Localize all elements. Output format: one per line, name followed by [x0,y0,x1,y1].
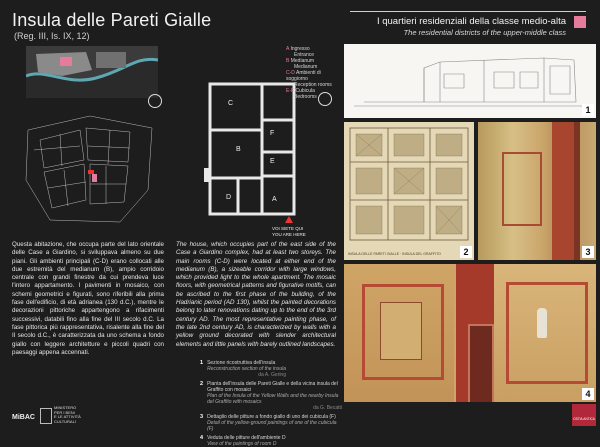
image-3-painting-detail [478,122,596,260]
mosaic-plan-drawing [344,122,474,260]
page-title: Insula delle Pareti Gialle [12,10,212,30]
ostia-logo-text: OSTIA ANTICA [573,417,595,421]
caption-en: Detail of the yellow-ground paintings of one of the cubicula (F) [207,420,337,432]
mibac-logo: MiBAC [12,414,35,421]
caption-number: 1 [200,360,204,366]
room-label-d: D [226,194,232,201]
image-1-reconstruction [344,44,596,118]
key-letter: E-F [286,88,295,94]
caption-en: Reconstruction section of the insula [207,366,286,372]
painting-dark-strip [574,122,580,260]
english-text: The house, which occupies part of the east side of the Case a Giardino complex, had at least two storeys. The main rooms (C-D) were located at either end of the medianum (B), a sizeable corridor with large windows, which provided light to the whole apartment. The mosaic floors, with geometrical patterns and figurative motifs, can be ascribed to the first phase of the building, of the Hadrianic period (AD 130), whilst the painted decorations belong to later renovations dating up to the end of the 3rd century AD. The most representative painting phase, of the late 2nd century AD, is characterized by walls with a yellow ground decorated with slender architectural elements and little panels with barely outlined landscapes. [176,241,336,348]
ministry-name [54,406,81,424]
key-text-en: Bedrooms [294,94,317,100]
city-plan [20,110,160,230]
key-text-en: Medianum [294,64,318,70]
room-key [286,46,338,100]
section-subtitle: The residential districts of the upper-middle class [403,28,566,37]
key-letter: B [286,58,290,64]
caption-number: 3 [200,414,204,420]
key-map [26,46,158,98]
image-number-2: 2 [460,246,472,258]
key-letter: C-D [286,70,295,76]
caption-it: Dettaglio delle pitture a fondo giallo di uno dei cubicula (F) [207,414,336,420]
key-text-en: Entrance [294,52,315,58]
italian-text: Questa abitazione, che occupa parte del lato orientale delle Case a Giardino, si sviluppava almeno su due piani. Gli ambienti principali (C-D) erano collocati alle due estremità del medianum (B), ampio corridoio centrale con grandi finestre da cui prendeva luce l'intero appartamento. I pavimenti in mosaico, con schemi geometrici e figurati, sono riferibili alla prima fase dell'edificio, di età adrianea (130 d.C.), mentre le decorazioni pittoriche appartengono a rifacimenti successivi, databili fino alla fine del III secolo d.C. La fase pittorica più rappresentativa, risalente alla fine del II secolo d.C., è caratterizzata da uno schema a fondo giallo con leggere architetture e piccoli quadri con paesaggi appena accennati. [12,241,164,356]
image-4-room-d [344,264,596,402]
caption-number: 4 [200,435,204,441]
caption-it: Pianta dell'insula delle Pareti Gialle e della vicina insula del Graffito con mosaici [207,381,338,393]
section-title: I quartieri residenziali della classe medio-alta [376,16,566,27]
key-text: Medianum [290,58,315,64]
north-arrow-icon [148,94,162,108]
room-key-row [286,70,338,82]
room-label-a: A [272,196,277,203]
image-number-1: 1 [582,104,594,116]
wall-left-panel [380,302,422,360]
caption-item [200,360,342,378]
page-subtitle: (Reg. III, Is. IX, 12) [14,31,90,41]
ministry-line: E LE ATTIVITÀ [54,414,81,420]
header-rule [350,11,586,12]
caption-item [200,435,342,447]
caption-en: Plan of the Insula of the Yellow Walls and the nearby Insula del Graffito with mosaics [207,393,339,405]
you-are-here-it: VOI SIETE QUI [272,226,304,231]
caption-item [200,381,342,411]
painting-red-frame [502,152,542,226]
painting-red-panel [552,122,574,260]
key-text: Ambienti di soggiorno [286,70,321,82]
accent-square [574,16,586,28]
image-number-3: 3 [582,246,594,258]
key-text: Ingresso [290,46,310,52]
ministry-emblem-icon [40,408,52,424]
doorway [468,324,494,402]
caption-credit: da G. Becatti [313,405,342,411]
room-label-b: B [236,146,241,153]
key-text: Cubicula [295,88,315,94]
room-key-row [286,94,338,100]
you-are-here-marker [285,216,293,223]
caption-credit: da A. Gering [258,372,286,378]
you-are-here-en: YOU ARE HERE [272,232,306,237]
ministry-line: CULTURALI [54,418,76,424]
caption-item [200,414,342,432]
ostia-logo [572,404,596,426]
room-plan [204,80,304,220]
caption-number: 2 [200,381,204,387]
ministry-line: MINISTERO [54,405,77,410]
key-letter: A [286,46,290,52]
ministry-line: PER I BENI [54,409,75,415]
image-number-4: 4 [582,388,594,400]
caption-it: Veduta delle pitture dell'ambiente D [207,435,286,441]
room-label-f: F [270,130,275,137]
section-drawing [344,44,596,118]
caption-it: Sezione ricostruttiva dell'insula [207,360,276,366]
wall-right-red-border [506,282,588,384]
key-text-en: Reception rooms [294,82,332,88]
room-label-c: C [228,100,234,107]
image-2-mosaic-plan [344,122,474,260]
mosaic-plan-caption: INSULA DELLE PARETI GIALLE · INSULA DEL GRAFFITO [348,252,441,256]
captions [200,360,342,447]
room-label-e: E [270,158,275,165]
caption-en: View of the paintings of room D [207,441,277,447]
figure-painting [537,308,547,338]
